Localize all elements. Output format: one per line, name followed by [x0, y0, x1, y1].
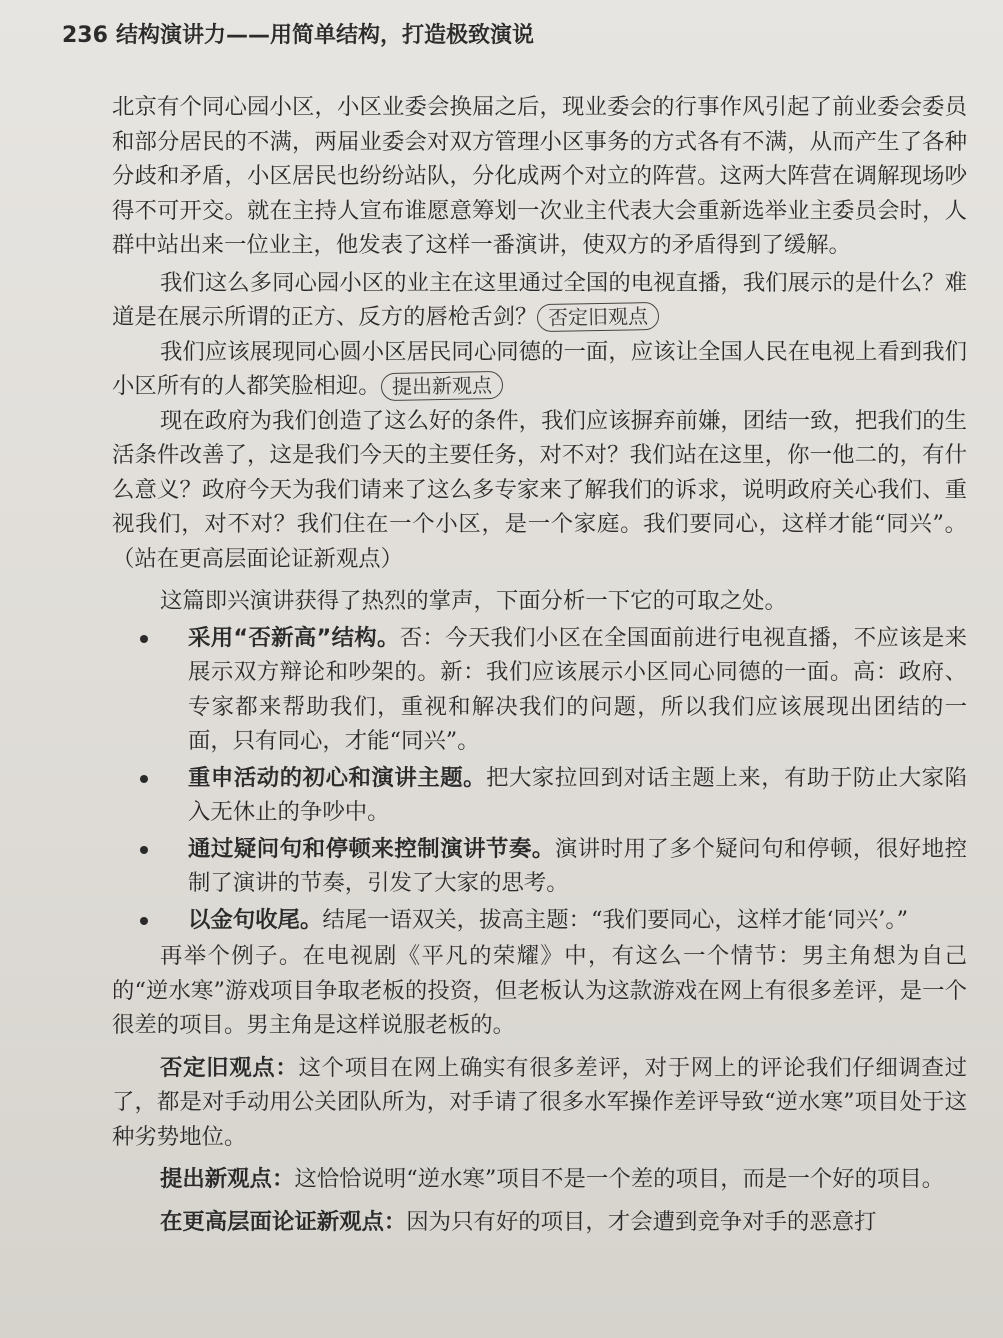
speech-paragraph-3 [112, 404, 967, 577]
page-number: 236 [62, 23, 108, 48]
example-text: 这个项目在网上确实有很多差评，对于网上的评论我们仔细调查过了，都是对手动用公关团队所为，对手请了很多水军操作差评导致“逆水寒”项目处于这种劣势地位。 [112, 1054, 968, 1150]
bullet-title: 以金句收尾。 [188, 906, 323, 933]
example-label: 提出新观点： [160, 1166, 295, 1192]
book-title: 结构演讲力——用简单结构，打造极致演说 [115, 23, 534, 48]
bullet-dot-icon [140, 635, 148, 643]
example-label: 在更高层面论证新观点： [160, 1208, 407, 1235]
analysis-list [112, 621, 967, 938]
handwritten-note-1: 否定旧观点 [537, 302, 659, 332]
page-body [112, 90, 967, 1239]
analysis-intro: 这篇即兴演讲获得了热烈的掌声，下面分析一下它的可取之处。 [160, 588, 787, 614]
bullet-text: 把大家拉回到对话主题上来，有助于防止大家陷入无休止的争吵中。 [188, 764, 968, 825]
bullet-text: 演讲时用了多个疑问句和停顿，很好地控制了演讲的节奏，引发了大家的思考。 [188, 835, 968, 896]
story-paragraph: 北京有个同心园小区，小区业委会换届之后，现业委会的行事作风引起了前业委会委员和部分居民的不满，两届业委会对双方管理小区事务的方式各有不满，从而产生了各种分歧和矛盾，小区居民也纷纷站队，分化成两个对立的阵营。这两大阵营在调解现场吵得不可开交。就在主持人宣布谁愿意筹划一次业主代表大会重新选举业主委员会时，人群中站出来一位业主，他发表了这样一番演讲，使双方的矛盾得到了缓解。 [112, 94, 967, 258]
example-label: 否定旧观点： [160, 1054, 299, 1081]
speech-text-1: 我们这么多同心园小区的业主在这里通过全国的电视直播，我们展示的是什么？难道是在展示所谓的正方、反方的唇枪舌剑？ [112, 269, 967, 330]
bullet-title: 采用“否新高”结构。 [188, 624, 400, 651]
bullet-text: 结尾一语双关，拔高主题：“我们要同心，这样才能‘同兴’。” [322, 906, 909, 933]
running-header [62, 18, 983, 49]
bullet-dot-icon [140, 846, 148, 854]
bullet-dot-icon [140, 917, 148, 925]
example-text: 因为只有好的项目，才会遭到竞争对手的恶意打 [406, 1208, 877, 1235]
bullet-dot-icon [140, 775, 148, 783]
bullet-title: 通过疑问句和停顿来控制演讲节奏。 [188, 835, 555, 862]
handwritten-note-3: （站在更高层面论证新观点） [112, 545, 404, 572]
list-item [160, 761, 967, 830]
speech-text-3: 现在政府为我们创造了这么好的条件，我们应该摒弃前嫌，团结一致，把我们的生活条件改善了，这是我们今天的主要任务，对不对？我们站在这里，你一他二的，有什么意义？政府今天为我们请来了这么多专家来了解我们的诉求，说明政府关心我们、重视我们，对不对？我们住在一个小区，是一个家庭。我们要同心，这样才能“同兴”。 [112, 407, 967, 537]
list-item [160, 832, 967, 901]
speech-text-2: 我们应该展现同心圆小区居民同心同德的一面，应该让全国人民在电视上看到我们小区所有的人都笑脸相迎。 [112, 338, 967, 399]
example-paragraph-1 [112, 1051, 967, 1155]
list-item [160, 621, 967, 759]
speech-paragraph-2 [112, 335, 967, 404]
example-intro: 再举个例子。在电视剧《平凡的荣耀》中，有这么一个情节：男主角想为自己的“逆水寒”游戏项目争取老板的投资，但老板认为这款游戏在网上有很多差评，是一个很差的项目。男主角是这样说服老板的。 [112, 943, 967, 1038]
list-item [160, 903, 967, 938]
example-paragraph-3 [112, 1205, 967, 1240]
example-text: 这恰恰说明“逆水寒”项目不是一个差的项目，而是一个好的项目。 [294, 1166, 945, 1192]
speech-paragraph-1 [112, 266, 967, 335]
bullet-title: 重申活动的初心和演讲主题。 [188, 764, 487, 791]
handwritten-note-2: 提出新观点 [380, 371, 502, 401]
example-paragraph-2 [112, 1162, 967, 1197]
bullet-text: 否：今天我们小区在全国面前进行电视直播，不应该是来展示双方辩论和吵架的。新：我们应该展示小区同心同德的一面。高：政府、专家都来帮助我们，重视和解决我们的问题，所以我们应该展现出团结的一面，只有同心，才能“同兴”。 [188, 624, 968, 754]
